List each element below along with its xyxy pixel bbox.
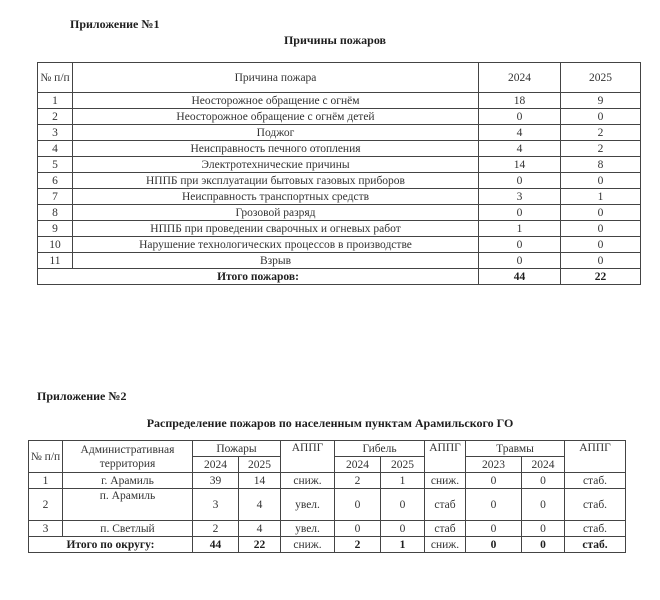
cell-n: 9 <box>38 221 73 237</box>
cell-cause: Электротехнические причины <box>73 157 479 173</box>
cell-i2: 0 <box>522 521 565 537</box>
cell-territory: п. Арамиль <box>63 489 193 521</box>
header-deaths-2024: 2024 <box>335 457 381 473</box>
cell-cause: Неисправность транспортных средств <box>73 189 479 205</box>
cell-fa: увел. <box>281 521 335 537</box>
cell-y1: 4 <box>479 141 561 157</box>
table-row <box>38 141 641 157</box>
header-injuries-2023: 2023 <box>466 457 522 473</box>
cell-fa: увел. <box>281 489 335 521</box>
cell-ia: стаб. <box>565 521 626 537</box>
header-cause: Причина пожара <box>73 63 479 93</box>
cell-n: 8 <box>38 205 73 221</box>
table-row <box>38 237 641 253</box>
cell-y2: 0 <box>561 237 641 253</box>
cell-cause: Грозовой разряд <box>73 205 479 221</box>
header-injuries-2024: 2024 <box>522 457 565 473</box>
cell-y1: 4 <box>479 125 561 141</box>
cell-territory: г. Арамиль <box>63 473 193 489</box>
cell-i1: 0 <box>466 473 522 489</box>
cell-n: 11 <box>38 253 73 269</box>
cell-ia: стаб. <box>565 473 626 489</box>
cell-y2: 1 <box>561 189 641 205</box>
total-deaths-2025: 1 <box>381 537 425 553</box>
total-2024: 44 <box>479 269 561 285</box>
cell-cause: Нарушение технологических процессов в производстве <box>73 237 479 253</box>
cell-y2: 2 <box>561 125 641 141</box>
header-appg-injuries: АППГ <box>565 441 626 473</box>
header-deaths: Гибель <box>335 441 425 457</box>
header-fires: Пожары <box>193 441 281 457</box>
total-label: Итого по округу: <box>29 537 193 553</box>
table-row <box>38 173 641 189</box>
header-num: № п/п <box>38 63 73 93</box>
cell-d1: 0 <box>335 489 381 521</box>
cell-y2: 0 <box>561 205 641 221</box>
appendix2-title: Распределение пожаров по населенным пунктам Арамильского ГО <box>146 416 514 430</box>
cell-da: сниж. <box>425 473 466 489</box>
appendix1-label: Приложение №1 <box>70 17 160 31</box>
cell-territory: п. Светлый <box>63 521 193 537</box>
fire-causes-table <box>37 62 641 285</box>
header-fires-2025: 2025 <box>239 457 281 473</box>
cell-y1: 0 <box>479 253 561 269</box>
cell-y2: 0 <box>561 253 641 269</box>
cell-da: стаб <box>425 521 466 537</box>
cell-f1: 39 <box>193 473 239 489</box>
cell-f2: 14 <box>239 473 281 489</box>
cell-y1: 0 <box>479 173 561 189</box>
table-row <box>29 489 626 521</box>
table-row <box>38 189 641 205</box>
cell-y2: 0 <box>561 221 641 237</box>
cell-d1: 0 <box>335 521 381 537</box>
cell-cause: Поджог <box>73 125 479 141</box>
cell-d1: 2 <box>335 473 381 489</box>
cell-y2: 0 <box>561 173 641 189</box>
appendix1-title: Причины пожаров <box>283 33 387 47</box>
table-row <box>38 93 641 109</box>
cell-n: 7 <box>38 189 73 205</box>
cell-d2: 0 <box>381 489 425 521</box>
cell-cause: Неисправность печного отопления <box>73 141 479 157</box>
header-2025: 2025 <box>561 63 641 93</box>
cell-f2: 4 <box>239 521 281 537</box>
fires-by-settlement-table <box>28 440 626 553</box>
cell-ia: стаб. <box>565 489 626 521</box>
cell-y2: 2 <box>561 141 641 157</box>
header-injuries: Травмы <box>466 441 565 457</box>
cell-y2: 0 <box>561 109 641 125</box>
cell-y1: 0 <box>479 237 561 253</box>
total-row <box>38 269 641 285</box>
cell-n: 1 <box>38 93 73 109</box>
total-injuries-appg: стаб. <box>565 537 626 553</box>
header-appg-fires: АППГ <box>281 441 335 473</box>
table-row <box>38 125 641 141</box>
cell-y1: 1 <box>479 221 561 237</box>
header-deaths-2025: 2025 <box>381 457 425 473</box>
cell-y2: 9 <box>561 93 641 109</box>
cell-f1: 2 <box>193 521 239 537</box>
cell-cause: НППБ при проведении сварочных и огневых работ <box>73 221 479 237</box>
cell-n: 4 <box>38 141 73 157</box>
appendix2-label: Приложение №2 <box>37 389 127 403</box>
table-row <box>38 109 641 125</box>
cell-y1: 3 <box>479 189 561 205</box>
cell-f2: 4 <box>239 489 281 521</box>
cell-n: 6 <box>38 173 73 189</box>
cell-da: стаб <box>425 489 466 521</box>
cell-y1: 0 <box>479 109 561 125</box>
cell-y1: 18 <box>479 93 561 109</box>
cell-n: 3 <box>29 521 63 537</box>
total-deaths-2024: 2 <box>335 537 381 553</box>
cell-n: 2 <box>29 489 63 521</box>
cell-i1: 0 <box>466 521 522 537</box>
header-appg-deaths: АППГ <box>425 441 466 473</box>
cell-i1: 0 <box>466 489 522 521</box>
total-fires-appg: сниж. <box>281 537 335 553</box>
table-row <box>38 205 641 221</box>
cell-cause: Неосторожное обращение с огнём детей <box>73 109 479 125</box>
total-injuries-2023: 0 <box>466 537 522 553</box>
cell-fa: сниж. <box>281 473 335 489</box>
table-row <box>29 521 626 537</box>
cell-y2: 8 <box>561 157 641 173</box>
cell-f1: 3 <box>193 489 239 521</box>
cell-i2: 0 <box>522 473 565 489</box>
cell-n: 3 <box>38 125 73 141</box>
cell-d2: 1 <box>381 473 425 489</box>
table-row <box>38 157 641 173</box>
cell-y1: 14 <box>479 157 561 173</box>
table-row <box>29 473 626 489</box>
header-territory: Административная территория <box>63 441 193 473</box>
cell-y1: 0 <box>479 205 561 221</box>
table-header-row <box>38 63 641 93</box>
cell-n: 10 <box>38 237 73 253</box>
cell-cause: НППБ при эксплуатации бытовых газовых приборов <box>73 173 479 189</box>
total-row <box>29 537 626 553</box>
cell-cause: Неосторожное обращение с огнём <box>73 93 479 109</box>
cell-n: 5 <box>38 157 73 173</box>
total-injuries-2024: 0 <box>522 537 565 553</box>
cell-cause: Взрыв <box>73 253 479 269</box>
total-fires-2025: 22 <box>239 537 281 553</box>
total-2025: 22 <box>561 269 641 285</box>
total-fires-2024: 44 <box>193 537 239 553</box>
table-row <box>38 221 641 237</box>
table-row <box>38 253 641 269</box>
cell-i2: 0 <box>522 489 565 521</box>
cell-d2: 0 <box>381 521 425 537</box>
header-num: № п/п <box>29 441 63 473</box>
header-2024: 2024 <box>479 63 561 93</box>
cell-n: 1 <box>29 473 63 489</box>
cell-n: 2 <box>38 109 73 125</box>
total-deaths-appg: сниж. <box>425 537 466 553</box>
total-label: Итого пожаров: <box>38 269 479 285</box>
header-fires-2024: 2024 <box>193 457 239 473</box>
